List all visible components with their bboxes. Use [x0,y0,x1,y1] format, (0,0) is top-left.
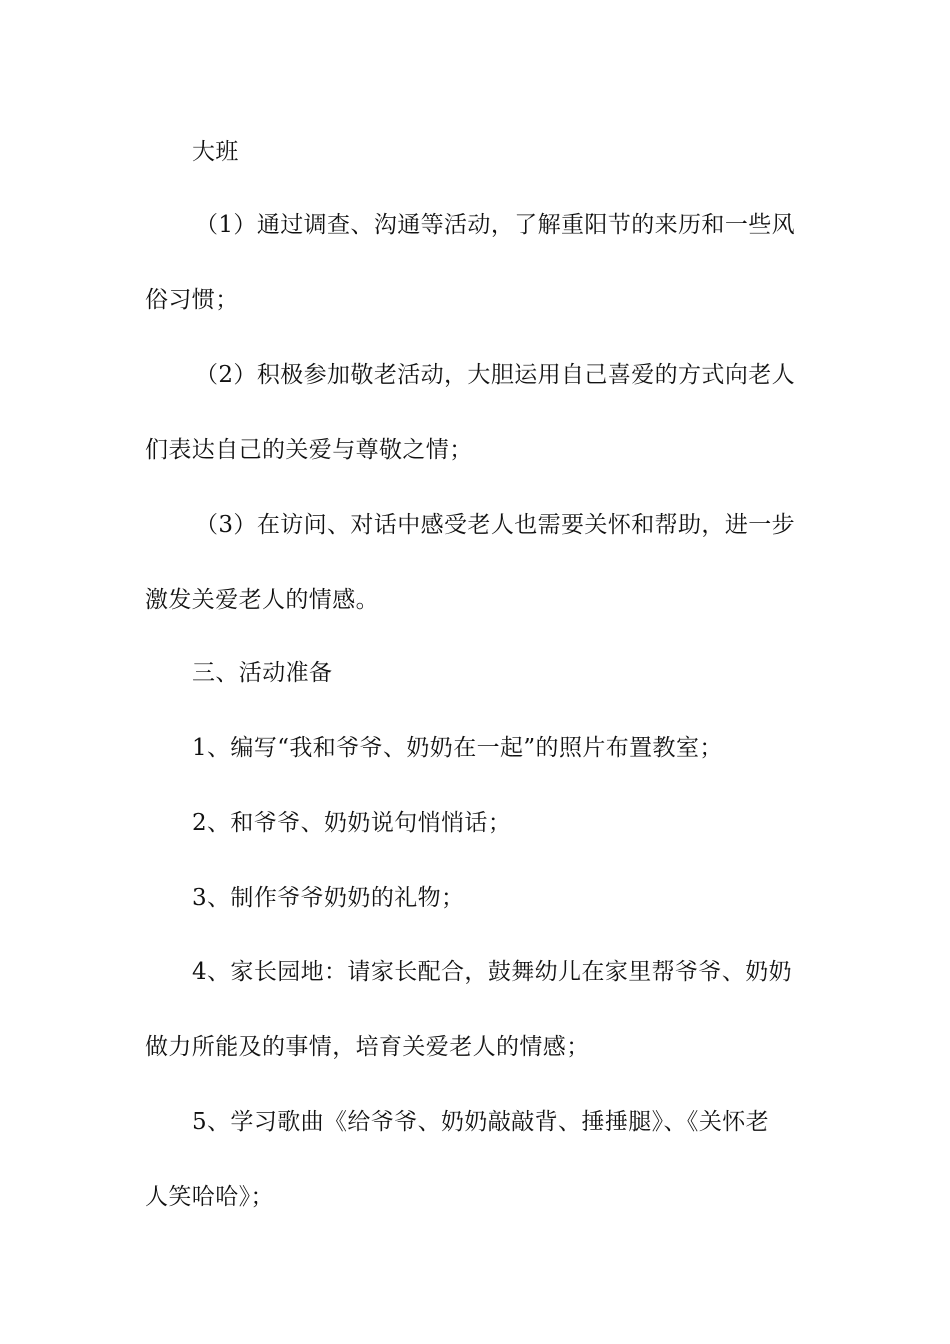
paragraph-line: 激发关爱老人的情感。 [145,587,379,613]
paragraph-line: 们表达自己的关爱与尊敬之情； [145,437,473,463]
paragraph-line: （2）积极参加敬老活动，大胆运用自己喜爱的方式向老人 [195,362,796,388]
paragraph-line: （3）在访问、对话中感受老人也需要关怀和帮助，进一步 [195,512,796,538]
list-item: 2、和爷爷、奶奶说句悄悄话； [192,810,512,836]
class-heading: 大班 [192,139,239,165]
list-item-continuation: 人笑哈哈》； [145,1184,274,1210]
list-item: 4、家长园地：请家长配合，鼓舞幼儿在家里帮爷爷、奶奶 [192,959,793,985]
section-heading: 三、活动准备 [192,660,333,686]
list-item: 1、编写“我和爷爷、奶奶在一起”的照片布置教室； [192,735,723,761]
paragraph-line: 俗习惯； [145,287,239,313]
paragraph-line: （1）通过调查、沟通等活动，了解重阳节的来历和一些风 [195,212,796,238]
list-item-continuation: 做力所能及的事情，培育关爱老人的情感； [145,1034,590,1060]
list-item: 5、学习歌曲《给爷爷、奶奶敲敲背、捶捶腿》、《关怀老 [192,1109,770,1135]
list-item: 3、制作爷爷奶奶的礼物； [192,885,465,911]
